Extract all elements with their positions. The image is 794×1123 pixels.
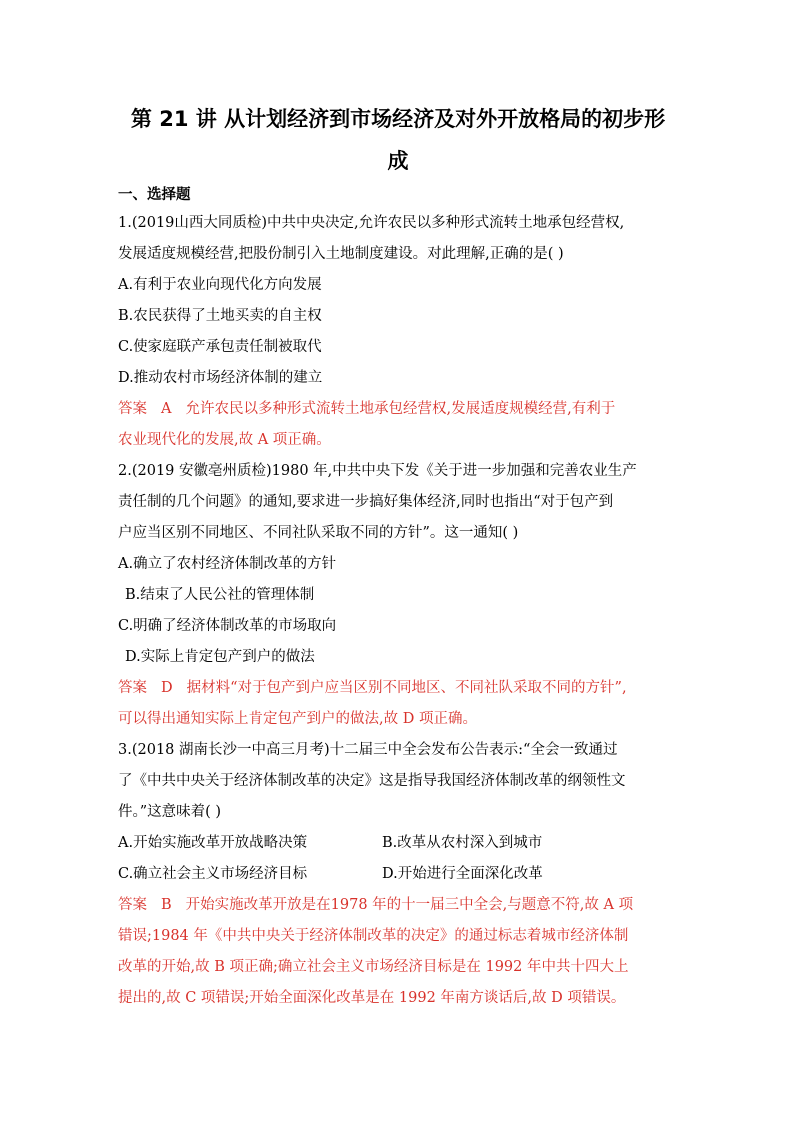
q3-option-c: C.确立社会主义市场经济目标 [118, 866, 308, 882]
q1-stem-line-2: 发展适度规模经营,把股份制引入土地制度建设。对此理解,正确的是( ) [118, 246, 564, 262]
q1-answer-letter: A [161, 401, 172, 417]
title-line-2: 成 [387, 149, 409, 173]
q3-option-b: B.改革从农村深入到城市 [382, 835, 543, 851]
question-3 [118, 735, 678, 1014]
q3-stem-line-1: 3.(2018 湖南长沙一中高三月考)十二届三中全会发布公告表示:“全会一致通过 [118, 742, 618, 758]
q2-stem-line-2: 责任制的几个问题》的通知,要求进一步搞好集体经济,同时也指出“对于包产到 [118, 494, 614, 510]
q1-option-a: A.有利于农业向现代化方向发展 [118, 277, 322, 293]
q1-stem-line-1: 1.(2019山西大同质检)中共中央决定,允许农民以多种形式流转土地承包经营权, [118, 215, 625, 231]
q1-answer-line-1 [118, 394, 678, 425]
q2-stem-line-3: 户应当区别不同地区、不同社队采取不同的方针”。这一通知( ) [118, 525, 519, 541]
lesson-title [118, 98, 678, 182]
q2-answer-line-1 [118, 673, 678, 704]
q3-option-a: A.开始实施改革开放战略决策 [118, 835, 308, 851]
q3-option-d: D.开始进行全面深化改革 [382, 866, 543, 882]
q1-answer-label: 答案 [118, 401, 147, 417]
q2-option-a: A.确立了农村经济体制改革的方针 [118, 556, 337, 572]
q2-option-b: B.结束了人民公社的管理体制 [125, 587, 315, 603]
question-1 [118, 208, 678, 456]
question-2 [118, 456, 678, 735]
q2-answer-text: 据材料“对于包产到户应当区别不同地区、不同社队采取不同的方针”, [186, 680, 627, 696]
q2-option-c: C.明确了经济体制改革的市场取向 [118, 618, 337, 634]
q1-answer-line-2: 农业现代化的发展,故 A 项正确。 [118, 432, 331, 448]
q3-answer-line-4: 提出的,故 C 项错误;开始全面深化改革是在 1992 年南方谈话后,故 D 项错误。 [118, 990, 626, 1006]
q3-answer-label: 答案 [118, 897, 147, 913]
q3-stem-line-3: 件。”这意味着( ) [118, 804, 222, 820]
document-page [118, 98, 678, 1014]
q1-option-c: C.使家庭联产承包责任制被取代 [118, 339, 322, 355]
q3-options-row-1 [118, 828, 678, 859]
section-heading: 一、选择题 [118, 187, 191, 203]
q1-answer-text: 允许农民以多种形式流转土地承包经营权,发展适度规模经营,有利于 [185, 401, 616, 417]
q3-answer-letter: B [161, 897, 172, 913]
q3-answer-line-2: 错误;1984 年《中共中央关于经济体制改革的决定》的通过标志着城市经济体制 [118, 928, 629, 944]
q3-answer-line-3: 改革的开始,故 B 项正确;确立社会主义市场经济目标是在 1992 年中共十四大上 [118, 959, 629, 975]
q1-option-d: D.推动农村市场经济体制的建立 [118, 370, 323, 386]
q2-option-d: D.实际上肯定包产到户的做法 [125, 649, 315, 665]
q3-stem-line-2: 了《中共中央关于经济体制改革的决定》这是指导我国经济体制改革的纲领性文 [118, 773, 626, 789]
q1-option-b: B.农民获得了土地买卖的自主权 [118, 308, 322, 324]
title-line-1: 第 21 讲 从计划经济到市场经济及对外开放格局的初步形 [130, 107, 666, 131]
q2-answer-label: 答案 [118, 680, 147, 696]
q2-stem-line-1: 2.(2019 安徽亳州质检)1980 年,中共中央下发《关于进一步加强和完善农业生产 [118, 463, 637, 479]
q3-options-row-2 [118, 859, 678, 890]
q2-answer-line-2: 可以得出通知实际上肯定包产到户的做法,故 D 项正确。 [118, 711, 477, 727]
q2-answer-letter: D [161, 680, 173, 696]
q3-answer-text: 开始实施改革开放是在1978 年的十一届三中全会,与题意不符,故 A 项 [185, 897, 634, 913]
q3-answer-line-1 [118, 890, 678, 921]
